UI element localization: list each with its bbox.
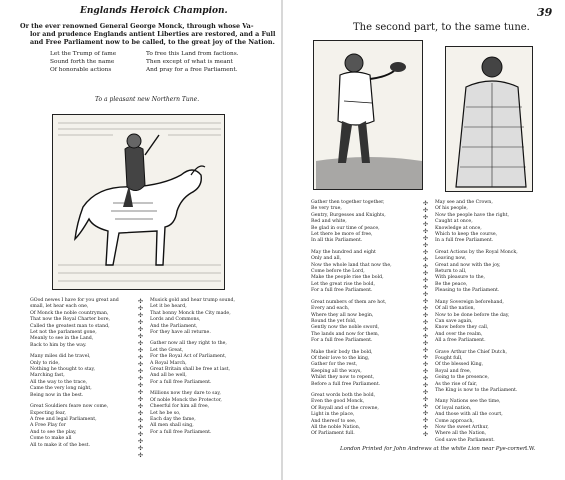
verse-line: Marching fast,: [30, 373, 65, 379]
verse-line: Millions now they dare to say,: [150, 391, 221, 397]
ballad-title: Englands Heroick Champion.: [80, 6, 228, 16]
verse-line: And the Parliament,: [150, 323, 198, 329]
second-part-title: The second part, to the same tune.: [353, 22, 530, 33]
verse-line: Great Souldiers feare now come,: [30, 404, 109, 410]
verse-line: Be glad in our time of peace,: [311, 225, 380, 231]
standing-figure-woodcut: [313, 40, 423, 190]
verse-line: All the way to the trace,: [30, 379, 88, 385]
left-column-1: [30, 298, 136, 454]
verse-line: Let not the parlament gone,: [30, 330, 97, 336]
tune-line: To a pleasant new Northern Tune.: [95, 96, 200, 103]
verse-line: GOod newes I have for you great and: [30, 298, 119, 303]
verse-line: In all this Parliament.: [311, 238, 363, 244]
verse-line: For they have all returne.: [150, 330, 211, 336]
right-column-1: [311, 200, 421, 443]
verse-line: Gather then together together,: [311, 200, 385, 205]
verse-line: Now to be done before the day,: [435, 312, 510, 318]
stanza: [150, 298, 260, 336]
left-column-2: [150, 298, 260, 441]
verse-line: small, let hear each one,: [30, 304, 89, 310]
verse-line: A Free Play for: [30, 423, 66, 429]
subtitle-line-2: lor and prudence Englands antient Liberties are restored, and a Full: [30, 30, 276, 38]
verse-line: In a full free Parliament.: [435, 238, 494, 244]
verse-line: For a full free Parliament.: [311, 288, 373, 294]
verse-line: Can save again,: [435, 318, 473, 324]
verse-line: The lands and now for them,: [311, 331, 380, 337]
verse-line: Whilst they now to repent,: [311, 375, 375, 381]
border-ornament: ✣ ✣ ✣ ✣ ✣ ✣ ✣ ✣ ✣ ✣ ✣ ✣ ✣ ✣ ✣ ✣ ✣ ✣ ✣ ✣ ✣ ✣ ✣: [138, 298, 144, 459]
verse-line: Light in the place,: [311, 412, 355, 418]
verse-line: Of Monck the noble countryman,: [30, 310, 109, 316]
verse-line: Of honorable actions: [50, 67, 112, 73]
verse-line: Let there be more of free,: [311, 232, 373, 238]
verse-line: Gather for the rest,: [311, 362, 358, 368]
verse-line: Being now in the best.: [30, 392, 84, 398]
verse-line: For the Royal Act of Parliament,: [150, 354, 227, 360]
opening-verse-right: [146, 50, 239, 74]
stanza: [435, 350, 553, 395]
verse-line: Nothing he thought to stay,: [30, 367, 96, 373]
verse-line: Expecting fear,: [30, 410, 66, 416]
verse-line: Round the yet fold,: [311, 318, 357, 324]
verse-line: Of the blessed King,: [435, 362, 484, 368]
verse-line: Each day the fame,: [150, 416, 196, 422]
verse-line: For a full free Parliament.: [150, 429, 212, 435]
stanza: [311, 393, 421, 438]
verse-line: Now the sweet Arthur,: [435, 425, 489, 430]
verse-line: Know before they call,: [435, 325, 489, 331]
verse-line: Knowledge at once,: [435, 225, 482, 231]
verse-line: Let it be heard,: [150, 304, 187, 310]
robed-figure-woodcut: [445, 46, 533, 192]
verse-line: Red and white,: [311, 219, 347, 225]
verse-line: May see and the Crown,: [435, 200, 493, 205]
verse-line: And pray for a free Parliament.: [146, 67, 238, 73]
verse-line: Where all the Nation,: [435, 431, 487, 437]
verse-line: To free this Land from factions.: [146, 51, 239, 57]
verse-line: Then except of what is meant: [146, 59, 233, 65]
verse-line: Royal and free,: [435, 368, 472, 374]
verse-line: Return to all,: [435, 269, 467, 275]
verse-line: For a full free Parliament.: [311, 338, 373, 344]
verse-line: And those with all the court,: [435, 412, 503, 418]
border-ornament: ✣ ✣ ✣ ✣ ✣ ✣ ✣ ✣ ✣ ✣ ✣ ✣ ✣ ✣ ✣ ✣ ✣ ✣ ✣ ✣ ✣ ✣ ✣ ✣ ✣ ✣ ✣ ✣ ✣ ✣ ✣ ✣ ✣ ✣: [423, 200, 429, 438]
verse-line: As the rise of fair,: [435, 381, 478, 387]
stanza: [435, 399, 553, 444]
printer-mark: I.W.: [525, 446, 536, 452]
verse-line: Where they all now begin,: [311, 312, 374, 318]
verse-line: Let the great rise the bold,: [311, 281, 375, 287]
verse-line: Be very true,: [311, 206, 342, 212]
verse-line: Lords and Commons,: [150, 317, 201, 323]
verse-line: Of loyal nation,: [435, 405, 472, 411]
verse-line: Fought full,: [435, 355, 463, 361]
verse-line: The King is now to the Parliament.: [435, 387, 518, 393]
verse-line: Leaving now,: [435, 256, 467, 262]
verse-line: God save the Parliament.: [435, 437, 495, 443]
stanza: [150, 391, 260, 436]
stanza: [30, 404, 136, 449]
verse-line: Make their body the bold,: [311, 349, 373, 355]
verse-line: Pleasing to the Parliament.: [435, 288, 500, 294]
verse-line: Came the very long night,: [30, 386, 92, 392]
verse-line: Called the greatest man to stand,: [30, 323, 110, 329]
verse-line: Every and each,: [311, 306, 350, 312]
verse-line: Great and now with the joy,: [435, 262, 501, 268]
stanza: [311, 300, 421, 345]
stanza: [30, 354, 136, 399]
verse-line: All a free Parliament.: [435, 338, 486, 344]
stanza: [311, 250, 421, 295]
verse-line: That now the Royal Charter bore,: [30, 317, 110, 323]
verse-line: Which to keep the course,: [435, 232, 498, 238]
verse-line: Sound forth the name: [50, 59, 115, 65]
verse-line: Let he be so,: [150, 410, 181, 416]
verse-line: Meanly to see in the Land,: [30, 336, 94, 342]
verse-line: Only to ride,: [30, 360, 60, 366]
verse-line: Now the people have the right,: [435, 212, 509, 218]
verse-line: And over the realm,: [435, 331, 483, 337]
verse-line: Come to make all: [30, 436, 72, 442]
verse-line: Of their love to the king,: [311, 355, 370, 361]
stanza: [150, 341, 260, 386]
verse-line: Even the good Monck,: [311, 399, 365, 405]
verse-line: Come approach,: [435, 418, 474, 424]
verse-line: Caught at once,: [435, 219, 473, 225]
verse-line: Let the Trump of fame: [50, 51, 117, 57]
subtitle-line-1: Or the ever renowned General George Monck, through whose Va-: [20, 22, 254, 30]
stanza: [435, 300, 553, 345]
stanza: [311, 350, 421, 388]
verse-line: Gather now all they right to the,: [150, 341, 227, 347]
verse-line: Great words both the bold,: [311, 392, 376, 398]
stanza: [435, 250, 553, 295]
left-page: [0, 0, 282, 480]
verse-line: All the noble Nation,: [311, 425, 361, 430]
stanza: [435, 200, 553, 245]
printer-imprint: London Printed for John Andrews at the white Lion near Pye-corner.: [340, 446, 527, 452]
verse-line: Back to him by the way.: [30, 342, 87, 348]
right-page: [283, 0, 565, 480]
page-number: 39: [537, 6, 553, 19]
verse-line: Of Parliament full.: [311, 431, 355, 437]
verse-line: Of his people,: [435, 206, 468, 212]
verse-line: May the hundred and eight: [311, 249, 376, 255]
verse-line: A free and legal Parliament,: [30, 416, 97, 422]
verse-line: Grave Arthur the Chief Dutch,: [435, 349, 508, 355]
verse-line: For a full free Parliament.: [150, 379, 212, 385]
verse-line: Be the peace,: [435, 281, 468, 287]
verse-line: Let the Great,: [150, 347, 184, 353]
verse-line: Great numbers of them are hot,: [311, 299, 387, 305]
verse-line: And thereof to see,: [311, 418, 357, 424]
verse-line: Make the people rise the bold,: [311, 275, 384, 281]
opening-verse-left: [50, 50, 116, 74]
right-column-2: [435, 200, 553, 449]
verse-line: And to see the play,: [30, 429, 77, 435]
verse-line: Great Actions by the Royal Monck,: [435, 249, 518, 255]
verse-line: Now the whole land that now the,: [311, 262, 392, 268]
verse-line: All men shall sing,: [150, 423, 194, 429]
verse-line: Many miles did he travel,: [30, 354, 91, 360]
verse-line: Of all the nation,: [435, 306, 476, 312]
verse-line: A Royal March,: [150, 360, 187, 366]
verse-line: With pleasure to the,: [435, 275, 485, 281]
verse-line: Gently now the noble sword,: [311, 325, 380, 331]
verse-line: Great Britain shall be free at last,: [150, 367, 231, 373]
verse-line: Gentry, Burgesses and Knights,: [311, 212, 386, 218]
verse-line: Keeping all the ways,: [311, 368, 362, 374]
verse-line: That bonny Monck the City made,: [150, 310, 231, 316]
verse-line: Before a full free Parliament.: [311, 381, 381, 387]
verse-line: Come before the Lord,: [311, 269, 365, 275]
verse-line: Of Royall and of the crowne,: [311, 405, 379, 411]
verse-line: Only and all,: [311, 256, 342, 262]
stanza: [30, 298, 136, 349]
verse-line: Cheerful for him all free,: [150, 404, 210, 410]
verse-line: And all be well,: [150, 373, 187, 379]
stanza: [311, 200, 421, 245]
verse-line: Going to the presence,: [435, 375, 490, 381]
equestrian-woodcut: [52, 114, 225, 290]
verse-line: Musick gold and hear trump sound,: [150, 298, 235, 303]
verse-line: All to make it of the best.: [30, 442, 91, 448]
verse-line: Many Nations see the time,: [435, 399, 501, 405]
verse-line: Many Sovereign beforehand,: [435, 299, 504, 305]
subtitle-line-3: and Free Parliament now to be called, to the great joy of the Nation.: [30, 38, 275, 46]
verse-line: Of noble Monck the Protector,: [150, 397, 222, 403]
